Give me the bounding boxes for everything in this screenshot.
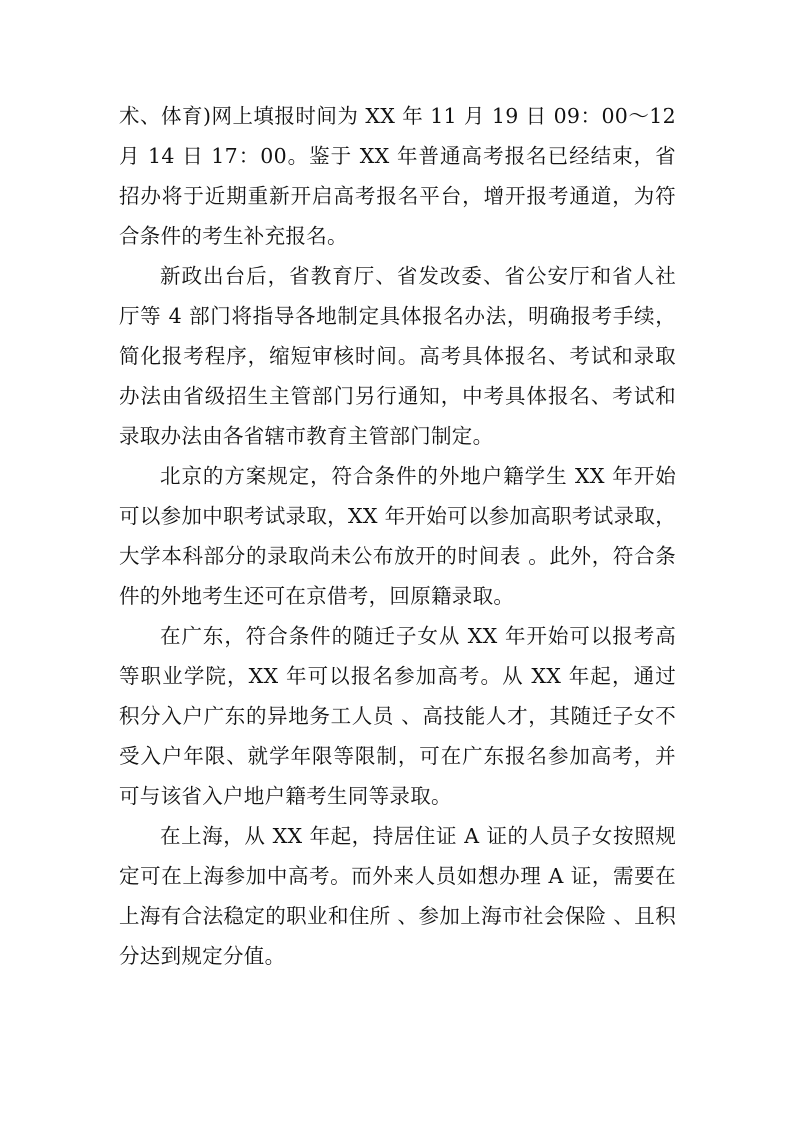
paragraph-continuation: 术、体育)网上填报时间为 XX 年 11 月 19 日 09：00～12 月 14 日 17：00。鉴于 XX 年普通高考报名已经结束，省招办将于近期重新开启高考报名平台，增开报考通道，为符合条件的考生补充报名。: [119, 104, 676, 248]
paragraph-new-policy: 新政出台后，省教育厅、省发改委、省公安厅和省人社厅等 4 部门将指导各地制定具体报名办法，明确报考手续，简化报考程序，缩短审核时间。高考具体报名、考试和录取办法由省级招生主管部门另行通知，中考具体报名、考试和录取办法由各省辖市教育主管部门制定。: [119, 264, 676, 448]
paragraph-shanghai: 在上海，从 XX 年起，持居住证 A 证的人员子女按照规定可在上海参加中高考。而外来人员如想办理 A 证，需要在上海有合法稳定的职业和住所 、参加上海市社会保险 、且积分达到规定分值。: [119, 824, 676, 968]
paragraph-beijing: 北京的方案规定，符合条件的外地户籍学生 XX 年开始可以参加中职考试录取，XX 年开始可以参加高职考试录取，大学本科部分的录取尚未公布放开的时间表 。此外，符合条件的外地考生还可在京借考，回原籍录取。: [119, 464, 676, 608]
document-body: [119, 96, 676, 976]
paragraph-guangdong: 在广东，符合条件的随迁子女从 XX 年开始可以报考高等职业学院，XX 年可以报名参加高考。从 XX 年起，通过积分入户广东的异地务工人员 、高技能人才，其随迁子女不受入户年限、就学年限等限制，可在广东报名参加高考，并可与该省入户地户籍考生同等录取。: [119, 624, 676, 808]
